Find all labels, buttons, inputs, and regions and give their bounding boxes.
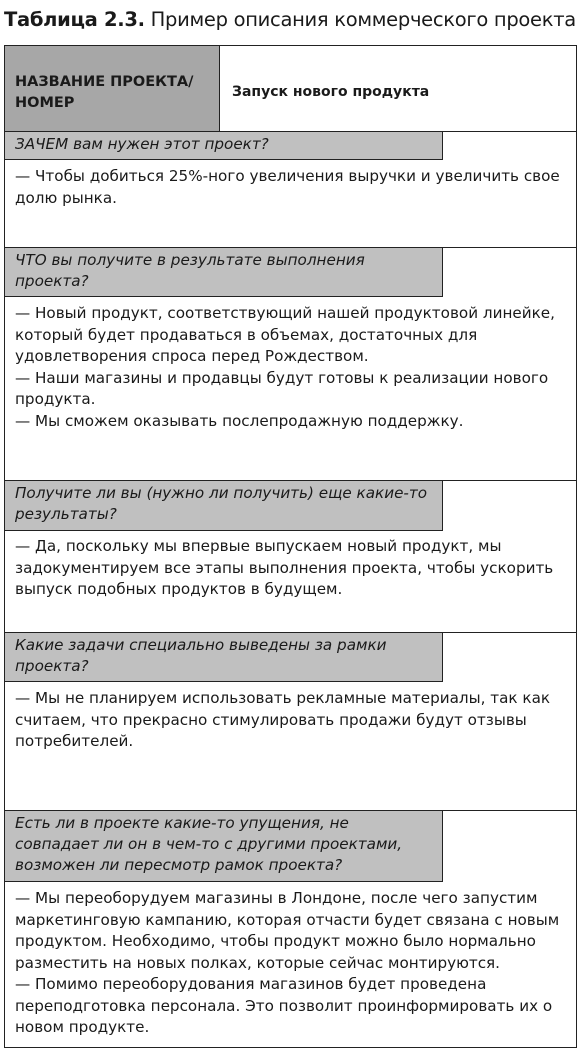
answer-cell — [5, 536, 576, 601]
table-title: Пример описания коммерческого проекта — [144, 8, 576, 31]
project-name-value: Запуск нового продукта — [232, 84, 430, 100]
question-cell: ЗАЧЕМ вам нужен этот проект? — [5, 132, 443, 160]
header-row — [5, 46, 576, 132]
answer-line: — Мы сможем оказывать послепродажную поддержку. — [15, 411, 464, 430]
project-name-label-text: НАЗВАНИЕ ПРОЕКТА/ НОМЕР — [15, 74, 194, 111]
project-name-label — [5, 46, 220, 131]
section-gaps-overlaps — [5, 811, 576, 1047]
answer-cell — [5, 303, 576, 432]
answer-cell — [5, 166, 576, 209]
answer-line: — Да, поскольку мы впервые выпускаем новый продукт, мы задокументируем все этапы выполнения проекта, чтобы ускорить выпуск подобных продуктов в будущем. — [15, 537, 554, 598]
answer-line: — Чтобы добиться 25%-ного увеличения выручки и увеличить своe долю рынка. — [15, 167, 560, 207]
table-number: Таблица 2.3. — [4, 8, 145, 31]
answer-line: — Помимо переоборудования магазинов будет проведена переподготовка персонала. Это позволит проинформировать их о новом продукте. — [15, 975, 553, 1036]
project-description-table — [4, 45, 577, 1048]
table-caption — [4, 8, 580, 31]
question-cell: Есть ли в проекте какие-то упущения, не совпадает ли он в чем-то с другими проектами, возможен ли пересмотр рамок проекта? — [5, 811, 443, 882]
answer-line: — Новый продукт, соответствующий нашей продуктовой линейке, который будет продаваться в объемах, достаточных для удовлетворения спроса перед Рождеством. — [15, 304, 555, 365]
question-cell: Получите ли вы (нужно ли получить) еще какие-то результаты? — [5, 481, 443, 531]
section-out-of-scope — [5, 633, 576, 811]
answer-cell — [5, 888, 576, 1039]
answer-line: — Мы переоборудуем магазины в Лондоне, после чего запустим маркетинговую кампанию, которая отчасти будет связана с новым продуктом. Необходимо, чтобы продукт можно было нормально разместить на новых полках, которые сейчас монтируются. — [15, 889, 560, 972]
question-cell: ЧТО вы получите в результате выполнения проекта? — [5, 248, 443, 297]
question-cell: Какие задачи специально выведены за рамки проекта? — [5, 633, 443, 682]
answer-cell — [5, 688, 576, 753]
section-other-results — [5, 481, 576, 633]
section-why — [5, 132, 576, 248]
section-what — [5, 248, 576, 481]
answer-line: — Мы не планируем использовать рекламные материалы, так как считаем, что прекрасно стимулировать продажи будут отзывы потребителей. — [15, 689, 551, 750]
answer-line: — Наши магазины и продавцы будут готовы к реализации нового продукта. — [15, 368, 549, 408]
